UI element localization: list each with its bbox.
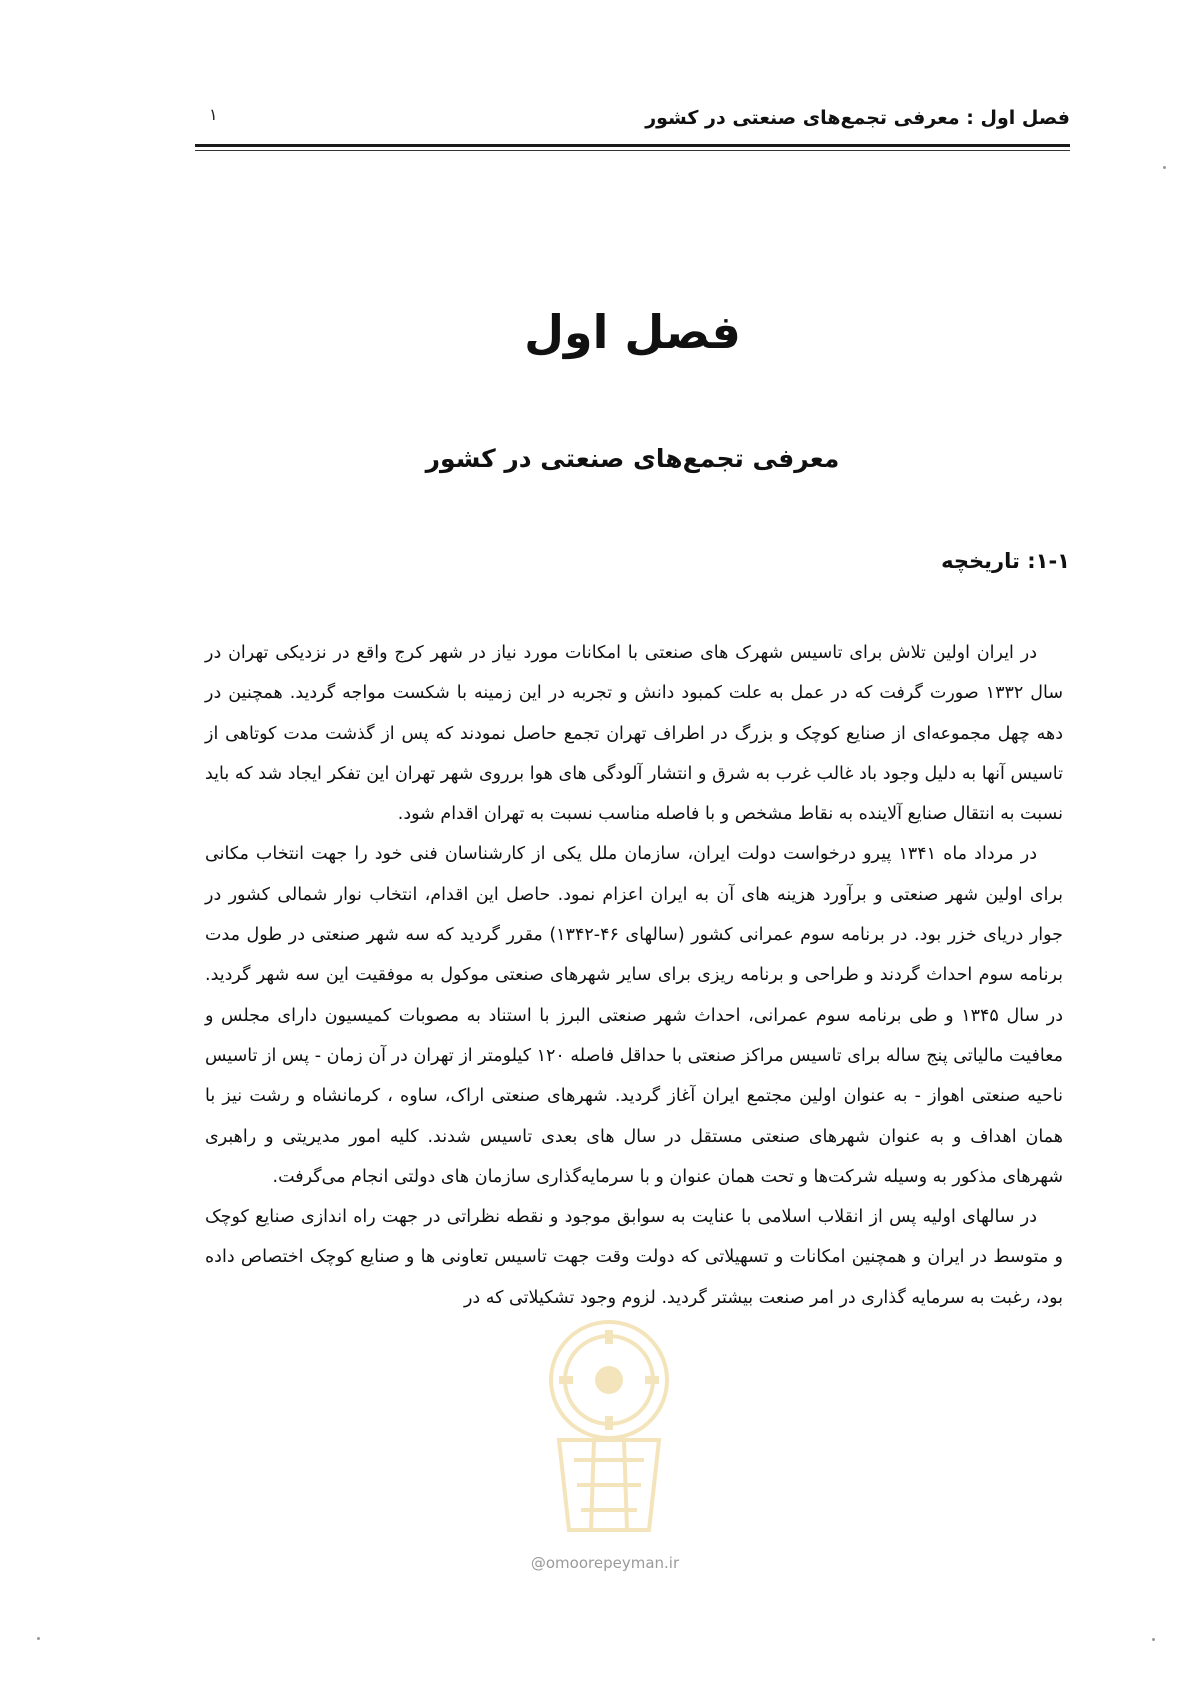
scan-speck bbox=[1163, 166, 1166, 169]
paragraph-1: در ایران اولین تلاش برای تاسیس شهرک های صنعتی با امکانات مورد نیاز در شهر کرج واقع در نزدیکی تهران در سال ۱۳۳۲ صورت گرفت که در عمل به علت کمبود دانش و تجربه در این زمینه با شکست مواجه گردید. همچنین در دهه چهل مجموعه‌ای از صنایع کوچک و بزرگ در اطراف تهران تجمع حاصل نمودند که پس از گذشت مدت کوتاهی از تاسیس آنها به دلیل وجود باد غالب غرب به شرق و انتشار آلودگی های هوا برروی شهر تهران این تفکر ایجاد شد که باید نسبت به انتقال صنایع آلاینده به نقاط مشخص و با فاصله مناسب نسبت به تهران اقدام شود. bbox=[205, 643, 1063, 825]
running-header bbox=[195, 103, 1070, 143]
header-rule-thick bbox=[195, 144, 1070, 147]
section-heading: ۱-۱: تاریخچه bbox=[941, 549, 1070, 573]
scan-speck bbox=[1152, 1638, 1155, 1641]
header-rule-thin bbox=[195, 150, 1070, 151]
paragraph-2: در مرداد ماه ۱۳۴۱ پیرو درخواست دولت ایران، سازمان ملل یکی از کارشناسان فنی خود را جهت انتخاب مکانی برای اولین شهر صنعتی و برآورد هزینه های آن به ایران اعزام نمود. حاصل این اقدام، انتخاب نوار شمالی کشور در جوار دریای خزر بود. در برنامه سوم عمرانی کشور (سالهای ۴۶-۱۳۴۲) مقرر گردید که سه شهر صنعتی در طول مدت برنامه سوم احداث گردند و طراحی و برنامه ریزی برای سایر شهرهای صنعتی موکول به موفقیت این سه شهر گردید. در سال ۱۳۴۵ و طی برنامه سوم عمرانی، احداث شهر صنعتی البرز با استناد به مصوبات کمیسیون دارای مجلس و معافیت مالیاتی پنج ساله برای تاسیس مراکز صنعتی با حداقل فاصله ۱۲۰ کیلومتر از تهران در آن زمان - پس از تاسیس ناحیه صنعتی اهواز - به عنوان اولین مجتمع ایران آغاز گردید. شهرهای صنعتی اراک، ساوه ، کرمانشاه و رشت نیز با همان اهداف و به عنوان شهرهای صنعتی مستقل در سال های بعدی تاسیس شدند. کلیه امور مدیریتی و راهبری شهرهای مذکور به وسیله شرکت‌ها و تحت همان عنوان و با سرمایه‌گذاری سازمان های دولتی انجام می‌گرفت. bbox=[205, 844, 1064, 1187]
chapter-title: فصل اول bbox=[524, 305, 741, 359]
scan-speck bbox=[37, 1637, 40, 1640]
body-text bbox=[205, 633, 1063, 1318]
seal-emblem-icon bbox=[519, 1310, 699, 1550]
running-title: فصل اول : معرفی تجمع‌های صنعتی در کشور bbox=[645, 107, 1070, 129]
chapter-subtitle: معرفی تجمع‌های صنعتی در کشور bbox=[425, 444, 840, 473]
paragraph-3: در سالهای اولیه پس از انقلاب اسلامی با عنایت به سوابق موجود و نقطه نظراتی در جهت راه اندازی صنایع کوچک و متوسط در ایران و همچنین امکانات و تسهیلاتی که دولت وقت جهت تاسیس تعاونی ها و صنایع کوچک اختصاص داده بود، رغبت به سرمایه گذاری در امر صنعت بیشتر گردید. لزوم وجود تشکیلاتی که در bbox=[205, 1207, 1063, 1308]
page-number: ۱ bbox=[209, 105, 218, 124]
watermark-text: @omoorepeyman.ir bbox=[530, 1554, 680, 1572]
